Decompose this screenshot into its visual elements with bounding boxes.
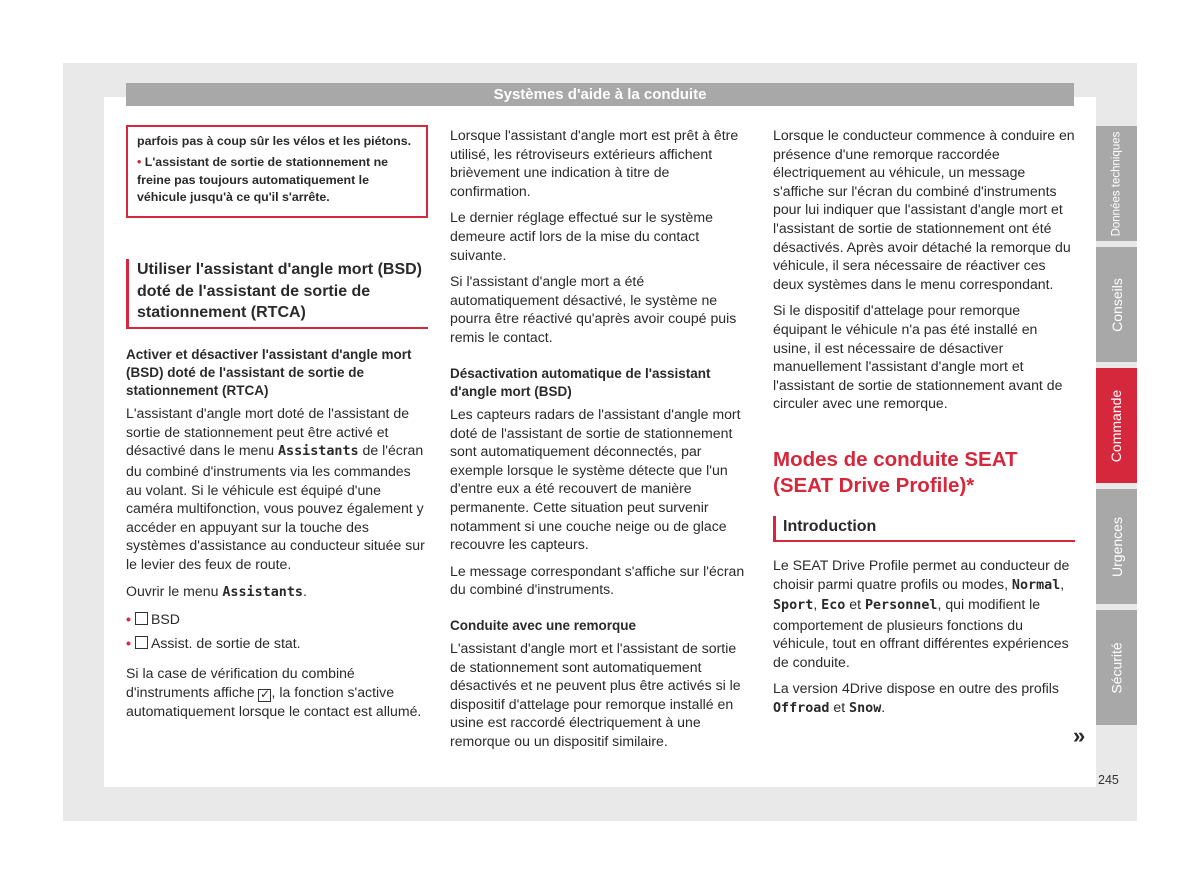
text: , <box>813 596 822 613</box>
paragraph: Les capteurs radars de l'assistant d'angle mort doté de l'assistant de sortie de stationnement sont automatiquement déconnectés, par exemple lorsque le système détecte que l'un d'entre eux a été recouvert de manière permanente. Cette situation peut survenir notamment si une couche neige ou de glace recouvre les capteurs. <box>450 405 741 553</box>
bullet-icon: • <box>137 155 142 170</box>
list-item <box>126 610 428 629</box>
column-right <box>773 126 1075 727</box>
mode-name: Eco <box>821 598 846 614</box>
text: Le SEAT Drive Profile permet au conducteur de choisir parmi quatre profils ou modes, <box>773 556 1070 592</box>
bullet-icon: • <box>126 634 131 651</box>
mode-name: Offroad <box>773 701 830 717</box>
list-item <box>126 634 428 653</box>
paragraph <box>126 582 428 603</box>
paragraph: Si le dispositif d'attelage pour remorque équipant le véhicule n'a pas été installé en usine, il est nécessaire de désactiver manuellement l'assistant d'angle mort et l'assistant de sortie de stationnement avant de circuler avec une remorque. <box>773 302 1063 412</box>
chapter-header: Systèmes d'aide à la conduite <box>126 83 1074 106</box>
paragraph: Si l'assistant d'angle mort a été automatiquement désactivé, le système ne pourra être réactivé qu'après avoir coupé puis remis le contact. <box>450 273 737 345</box>
text: Si la case de vérification du combiné d'instruments affiche <box>126 665 355 701</box>
tab-label: Urgences <box>1108 516 1125 577</box>
tab-urgences[interactable] <box>1096 489 1137 604</box>
warning-line: parfois pas à coup sûr les vélos et les piétons. <box>137 134 412 148</box>
checkbox-checked-icon: ✓ <box>259 687 271 702</box>
tab-label: Données techniques <box>1110 131 1123 236</box>
text: , <box>1060 575 1065 592</box>
text: L'assistant d'angle mort doté de l'assistant de sortie de stationnement peut être activé et désactivé dans le menu <box>126 405 410 459</box>
warning-box <box>126 125 428 218</box>
tab-donnees-techniques[interactable] <box>1096 126 1137 241</box>
tab-commande[interactable] <box>1096 368 1137 483</box>
mode-name: Sport <box>773 598 814 614</box>
mode-name: Snow <box>849 701 882 717</box>
paragraph <box>126 404 428 573</box>
text: , qui modifient le comportement de plusieurs fonctions du véhicule, tout en offrant différentes expériences de conduite. <box>773 596 1069 670</box>
text: et <box>845 596 865 613</box>
mode-name: Normal <box>1011 577 1061 593</box>
text: Ouvrir le menu <box>126 582 223 599</box>
paragraph: Le message correspondant s'affiche sur l'écran du combiné d'instruments. <box>450 562 745 598</box>
subsection-introduction: Introduction <box>773 516 1075 542</box>
subhead-activate: Activer et désactiver l'assistant d'angle mort (BSD) doté de l'assistant de sortie de stationnement (RTCA) <box>126 346 412 399</box>
option-label: BSD <box>150 611 180 628</box>
tab-label: Commande <box>1108 389 1125 462</box>
bullet-icon: • <box>126 611 131 628</box>
paragraph: Lorsque le conducteur commence à conduire en présence d'une remorque raccordée électriquement au véhicule, un message s'affiche sur l'écran du combiné d'instruments pour lui indiquer que l'assistant d'angle mort et l'assistant de sortie de stationnement ont été désactivés. Après avoir détaché la remorque du véhicule, il sera nécessaire de réactiver ces deux systèmes dans le menu correspondant. <box>773 127 1075 292</box>
subhead-trailer: Conduite avec une remorque <box>450 617 637 633</box>
menu-name: Assistants <box>222 584 303 600</box>
paragraph <box>773 556 1075 672</box>
text: La version 4Drive dispose en outre des profils <box>773 680 1059 697</box>
options-list <box>126 610 428 652</box>
page-number: 245 <box>1098 773 1119 787</box>
option-label: Assist. de sortie de stat. <box>150 634 301 651</box>
column-left <box>126 125 428 729</box>
checkbox-empty-icon <box>135 612 148 625</box>
section-title-drive-profile: Modes de conduite SEAT (SEAT Drive Profile)* <box>773 447 1018 497</box>
subhead-auto-deactivation: Désactivation automatique de l'assistant d'angle mort (BSD) <box>450 365 711 399</box>
paragraph: L'assistant d'angle mort et l'assistant de sortie de stationnement sont automatiquement désactivés et ne peuvent plus être activés si le dispositif d'attelage pour remorque installé en usine est raccordé électriquement à une remorque ou un dispositif similaire. <box>450 640 741 750</box>
menu-name: Assistants <box>278 444 359 460</box>
text: , la fonction s'active automatiquement lorsque le contact est allumé. <box>126 684 422 720</box>
warning-item <box>137 154 416 206</box>
text: de l'écran du combiné d'instruments via les commandes au volant. Si le véhicule est équipé d'une caméra multifonction, vous pouvez également y accéder en appuyant sur la touche des systèmes d'assistance au conducteur située sur le levier des feux de route. <box>126 442 425 573</box>
tab-conseils[interactable] <box>1096 247 1137 362</box>
tab-securite[interactable] <box>1096 610 1137 725</box>
checkbox-empty-icon <box>135 636 148 649</box>
paragraph <box>773 679 1075 718</box>
paragraph: Le dernier réglage effectué sur le système demeure actif lors de la mise du contact suivante. <box>450 209 713 263</box>
column-middle <box>450 126 750 759</box>
tab-label: Conseils <box>1108 277 1125 332</box>
paragraph <box>126 664 428 720</box>
paragraph: Lorsque l'assistant d'angle mort est prêt à être utilisé, les rétroviseurs extérieurs affichent brièvement une indication à titre de confirmation. <box>450 127 739 199</box>
section-title: Utiliser l'assistant d'angle mort (BSD) doté de l'assistant de sortie de stationnement (RTCA) <box>126 259 428 329</box>
continue-icon: » <box>1073 723 1086 748</box>
text: et <box>829 699 850 716</box>
tab-label: Sécurité <box>1108 641 1125 694</box>
text: . <box>302 582 307 599</box>
text: . <box>881 699 886 716</box>
warning-item-text: L'assistant de sortie de stationnement ne freine pas toujours automatiquement le véhicule jusqu'à ce qu'il s'arrête. <box>137 155 389 204</box>
mode-name: Personnel <box>864 598 938 614</box>
